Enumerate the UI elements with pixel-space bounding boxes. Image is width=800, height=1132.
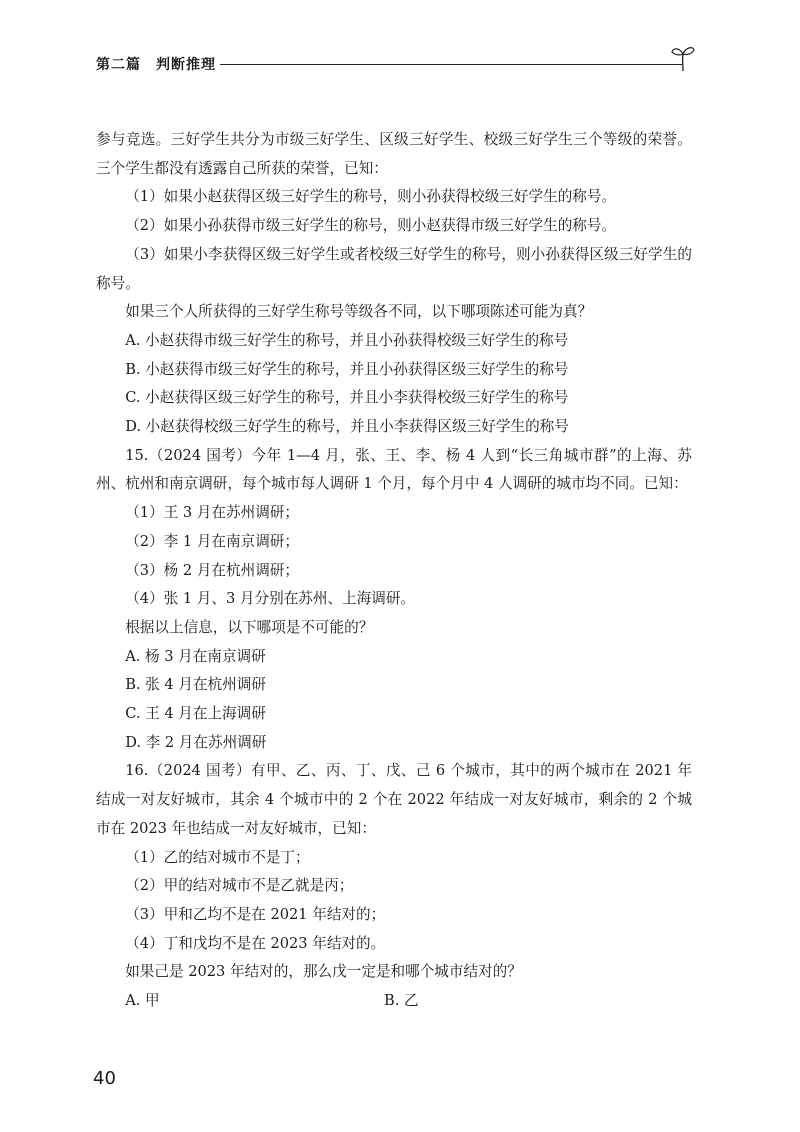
answer-option: C. 王 4 月在上海调研 (125, 705, 266, 723)
answer-option: B. 乙 (384, 992, 419, 1010)
condition-item: （2）甲的结对城市不是乙就是丙； (125, 877, 354, 895)
condition-item: （3）甲和乙均不是在 2021 年结对的； (125, 905, 386, 923)
question-stem: 16.（2024 国考）有甲、乙、丙、丁、戊、己 6 个城市，其中的两个城市在 2021 年结成一对友好城市，其余 4 个城市中的 2 个在 2022 年结成一对友好城市，剩余的 2 个城市在 2023 年也结成一对友好城市，已知： (96, 762, 692, 837)
answer-option: A. 小赵获得市级三好学生的称号，并且小孙获得校级三好学生的称号 (125, 331, 569, 349)
condition-item: （1）如果小赵获得区级三好学生的称号，则小孙获得校级三好学生的称号。 (125, 188, 617, 206)
condition-item: （1）乙的结对城市不是丁； (125, 848, 310, 866)
condition-item: （4）丁和戊均不是在 2023 年结对的。 (125, 934, 386, 952)
answer-option: B. 小赵获得市级三好学生的称号，并且小孙获得区级三好学生的称号 (125, 360, 569, 378)
answer-option: D. 小赵获得校级三好学生的称号，并且小李获得区级三好学生的称号 (125, 418, 569, 436)
condition-item: （3）杨 2 月在杭州调研； (125, 561, 299, 579)
page-number: 40 (93, 1068, 116, 1089)
condition-item: （2）如果小孙获得市级三好学生的称号，则小赵获得市级三好学生的称号。 (125, 217, 617, 235)
condition-item: （2）李 1 月在南京调研； (125, 532, 299, 550)
page-content (96, 126, 692, 1016)
question-text: 如果三个人所获得的三好学生称号等级各不同，以下哪项陈述可能为真？ (125, 303, 593, 321)
running-header (96, 48, 696, 78)
header-title: 第二篇 判断推理 (96, 57, 216, 73)
answer-option: D. 李 2 月在苏州调研 (125, 733, 267, 751)
header-rule (220, 64, 682, 65)
answer-option: B. 张 4 月在杭州调研 (125, 676, 266, 694)
condition-item: （4）张 1 月、3 月分别在苏州、上海调研。 (125, 590, 416, 608)
condition-item: （1）王 3 月在苏州调研； (125, 504, 299, 522)
answer-option: C. 小赵获得区级三好学生的称号，并且小李获得校级三好学生的称号 (125, 389, 569, 407)
paragraph: 参与竞选。三好学生共分为市级三好学生、区级三好学生、校级三好学生三个等级的荣誉。三个学生都没有透露自己所获的荣誉，已知： (96, 131, 692, 177)
question-text: 根据以上信息，以下哪项是不可能的？ (125, 618, 374, 636)
question-stem: 15.（2024 国考）今年 1—4 月，张、王、李、杨 4 人到“长三角城市群”的上海、苏州、杭州和南京调研，每个城市每人调研 1 个月，每个月中 4 人调研的城市均不同。已知： (96, 446, 692, 493)
question-text: 如果己是 2023 年结对的，那么戊一定是和哪个城市结对的？ (125, 963, 522, 981)
answer-option: A. 甲 (125, 992, 160, 1010)
condition-item: （3）如果小李获得区级三好学生或者校级三好学生的称号，则小孙获得区级三好学生的称号。 (96, 245, 692, 292)
answer-option: A. 杨 3 月在南京调研 (125, 647, 266, 665)
options-row (96, 987, 692, 1016)
sprout-icon (670, 44, 696, 72)
